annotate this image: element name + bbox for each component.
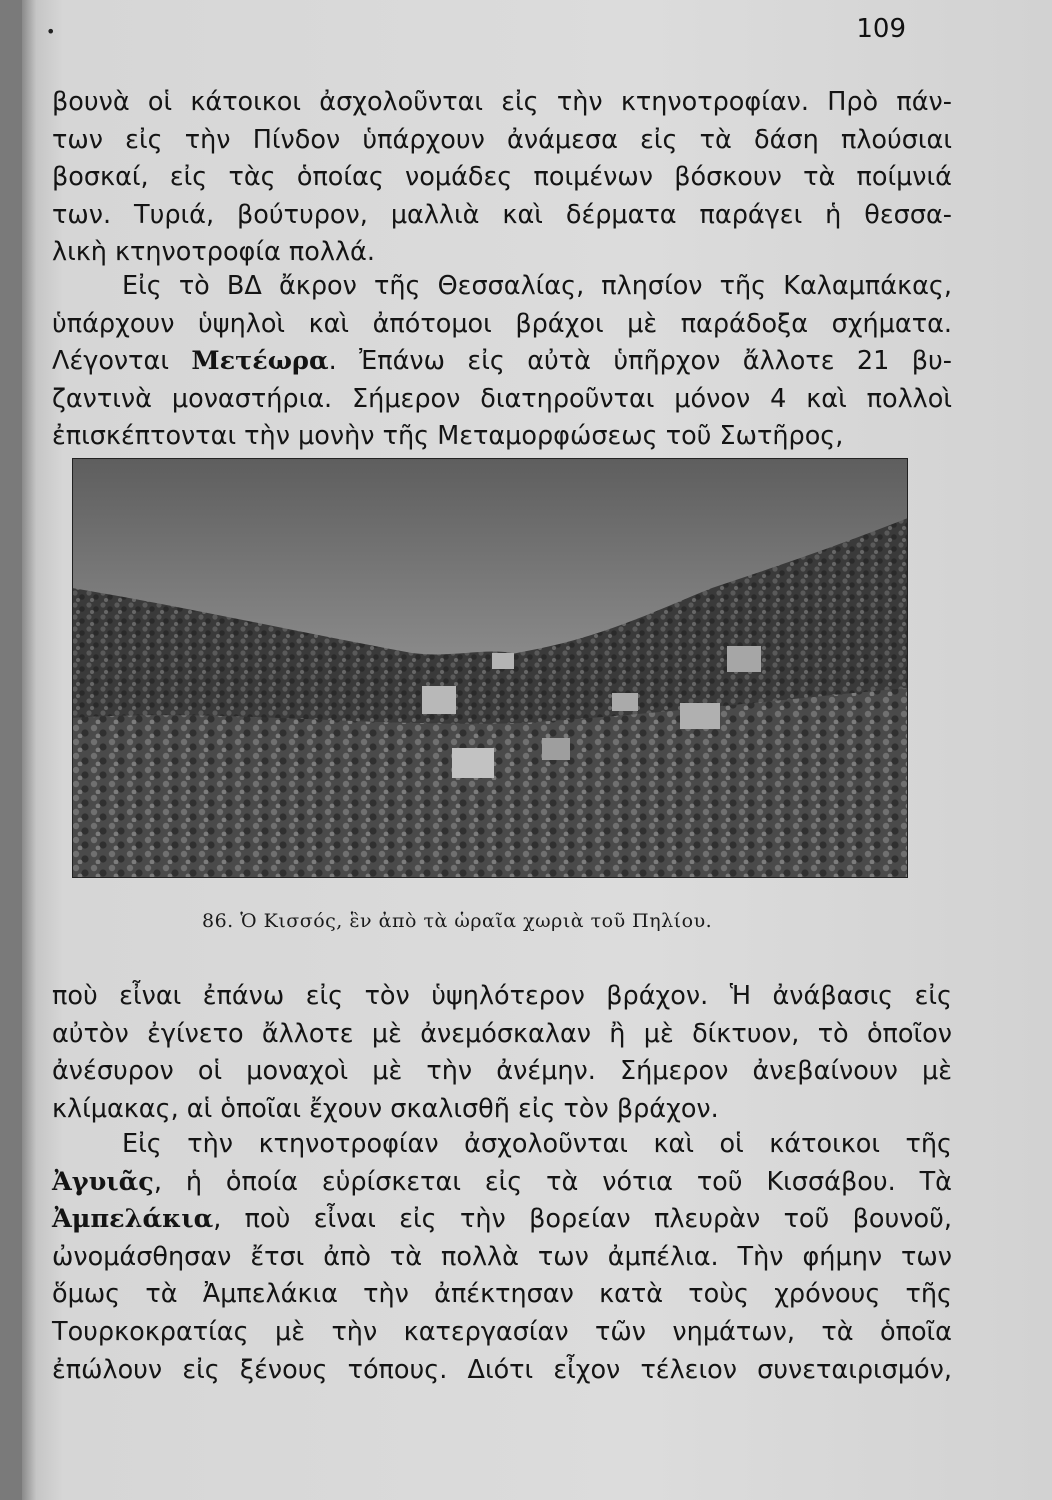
text-line: Τουρκοκρατίας μὲ τὴν κατεργασίαν τῶν νημάτων, τὰ ὁποῖα bbox=[52, 1316, 952, 1347]
text-line: ζαντινὰ μοναστήρια. Σήμερον διατηροῦνται μόνον 4 καὶ πολλοὶ bbox=[52, 383, 952, 414]
place-name-agyia: Ἀγυιᾶς bbox=[52, 1166, 154, 1197]
place-name-ampelakia: Ἀμπελάκια bbox=[52, 1204, 214, 1235]
paragraph-3 bbox=[52, 978, 952, 1128]
text-line: των εἰς τὴν Πίνδον ὑπάρχουν ἀνάμεσα εἰς τὰ δάση πλούσιαι bbox=[52, 124, 952, 155]
text-run: . Ἐπάνω εἰς αὐτὰ ὑπῆρχον ἄλλοτε 21 βυ- bbox=[328, 346, 953, 377]
text-line: ὅμως τὰ Ἀμπελάκια τὴν ἀπέκτησαν κατὰ τοὺς χρόνους τῆς bbox=[52, 1279, 952, 1310]
text-line: Εἰς τὸ ΒΔ ἄκρον τῆς Θεσσαλίας, πλησίον τῆς Καλαμπάκας, bbox=[122, 271, 952, 301]
photo-illustration bbox=[72, 458, 908, 878]
text-line bbox=[52, 1201, 952, 1239]
text-line: των. Τυριά, βούτυρον, μαλλιὰ καὶ δέρματα παράγει ἡ θεσσα- bbox=[52, 199, 952, 230]
paragraph-2 bbox=[52, 268, 952, 456]
text-line: Εἰς τὴν κτηνοτροφίαν ἀσχολοῦνται καὶ οἱ κάτοικοι τῆς bbox=[122, 1129, 952, 1159]
text-line: ὠνομάσθησαν ἔτσι ἀπὸ τὰ πολλὰ των ἀμπέλια. Τὴν φήμην των bbox=[52, 1241, 952, 1272]
place-name-meteora: Μετέωρα bbox=[191, 346, 329, 377]
text-line bbox=[52, 1164, 952, 1202]
text-line: λικὴ κτηνοτροφία πολλά. bbox=[52, 237, 375, 268]
text-line: ἐπώλουν εἰς ξένους τόπους. Διότι εἶχον τέλειον συνεταιρισμόν, bbox=[52, 1354, 952, 1385]
text-run: Λέγονται bbox=[52, 346, 192, 377]
text-line: αὐτὸν ἐγίνετο ἄλλοτε μὲ ἀνεμόσκαλαν ἢ μὲ δίκτυον, τὸ ὁποῖον bbox=[52, 1018, 952, 1049]
text-line: κλίμακας, αἱ ὁποῖαι ἔχουν σκαλισθῆ εἰς τὸν βράχον. bbox=[52, 1093, 719, 1124]
text-line: ἀνέσυρον οἱ μοναχοὶ μὲ τὴν ἀνέμην. Σήμερον ἀνεβαίνουν μὲ bbox=[52, 1056, 952, 1087]
text-line: ὑπάρχουν ὑψηλοὶ καὶ ἀπότομοι βράχοι μὲ παράδοξα σχήματα. bbox=[52, 308, 952, 339]
photo-village-kissos bbox=[72, 458, 908, 878]
text-run: , ἡ ὁποία εὑρίσκεται εἰς τὰ νότια τοῦ Κισσάβου. Τὰ bbox=[153, 1166, 952, 1197]
text-line: ἐπισκέπτονται τὴν μονὴν τῆς Μεταμορφώσεως τοῦ Σωτῆρος, bbox=[52, 421, 844, 452]
text-line: ποὺ εἶναι ἐπάνω εἰς τὸν ὑψηλότερον βράχον. Ἡ ἀνάβασις εἰς bbox=[52, 981, 952, 1011]
text-line bbox=[52, 343, 952, 381]
text-run: , ποὺ εἶναι εἰς τὴν βορείαν πλευρὰν τοῦ βουνοῦ, bbox=[213, 1204, 952, 1235]
page-number: 109 bbox=[856, 14, 906, 44]
paragraph-4 bbox=[52, 1126, 952, 1389]
page-mark: • bbox=[46, 22, 56, 41]
book-page bbox=[22, 0, 1052, 1500]
text-line: βουνὰ οἱ κάτοικοι ἀσχολοῦνται εἰς τὴν κτηνοτροφίαν. Πρὸ πάν- bbox=[52, 87, 952, 117]
paragraph-1 bbox=[52, 84, 952, 272]
text-line: βοσκαί, εἰς τὰς ὁποίας νομάδες ποιμένων βόσκουν τὰ ποίμνιά bbox=[52, 162, 952, 193]
photo-caption: 86. Ὁ Κισσός, ἓν ἀπὸ τὰ ὡραῖα χωριὰ τοῦ Πηλίου. bbox=[202, 910, 713, 932]
